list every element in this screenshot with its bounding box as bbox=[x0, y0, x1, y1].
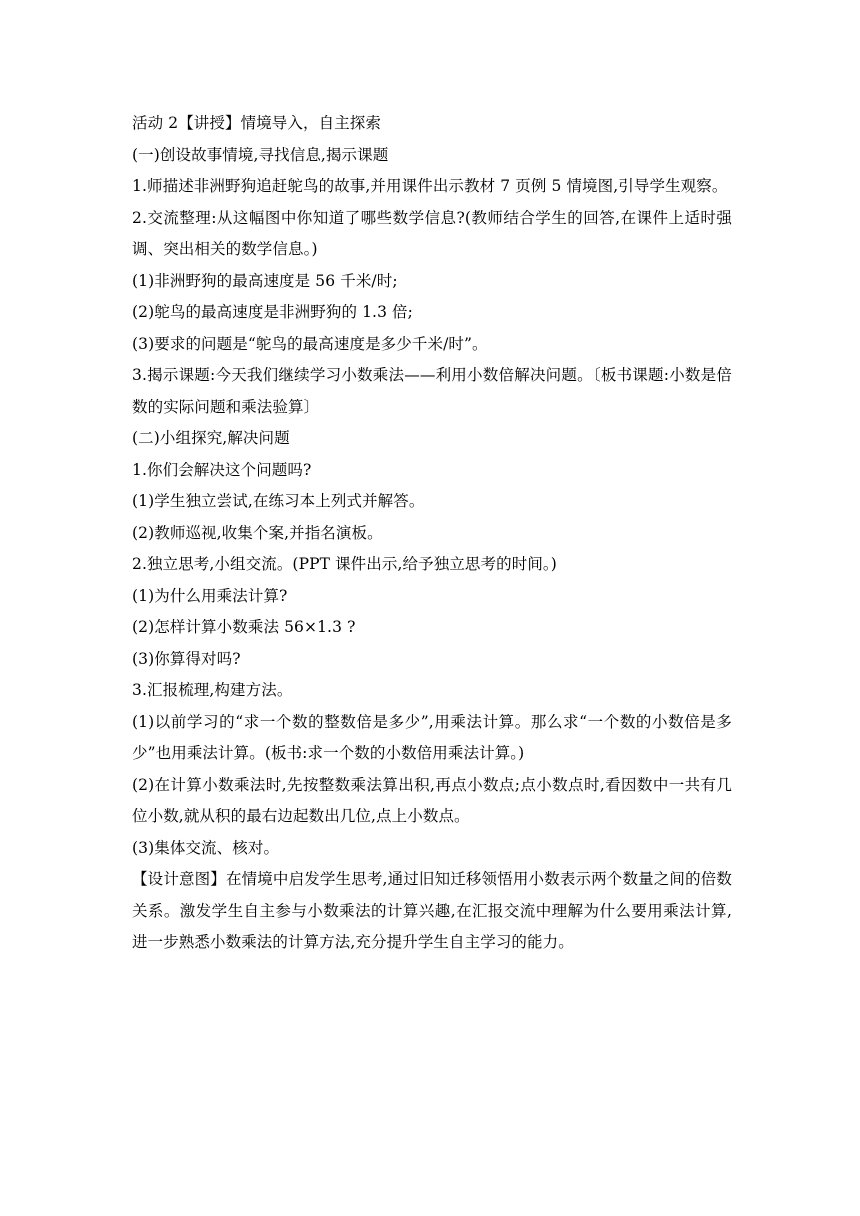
question-2-item-2: (2)怎样计算小数乘法 56×1.3 ? bbox=[132, 618, 356, 636]
question-1-item-1: (1)学生独立尝试,在练习本上列式并解答。 bbox=[132, 492, 425, 510]
question-3-item-3: (3)集体交流、核对。 bbox=[132, 838, 280, 857]
question-2-item-1: (1)为什么用乘法计算? bbox=[132, 586, 288, 605]
document-body bbox=[132, 108, 732, 959]
info-item-3: (3)要求的问题是“鸵鸟的最高速度是多少千米/时”。 bbox=[132, 334, 488, 353]
question-2: 2.独立思考,小组交流。(PPT 课件出示,给予独立思考的时间。) bbox=[132, 555, 557, 573]
paragraph-step-3: 3.揭示课题:今天我们继续学习小数乘法——利用小数倍解决问题。〔板书课题:小数是倍数的实际问题和乘法验算〕 bbox=[132, 366, 732, 416]
info-item-2: (2)鸵鸟的最高速度是非洲野狗的 1.3 倍; bbox=[132, 303, 413, 321]
info-item-1: (1)非洲野狗的最高速度是 56 千米/时; bbox=[132, 271, 398, 290]
question-3-item-2: (2)在计算小数乘法时,先按整数乘法算出积,再点小数点;点小数点时,看因数中一共有几位小数,就从积的最右边起数出几位,点上小数点。 bbox=[132, 775, 732, 825]
question-3: 3.汇报梳理,构建方法。 bbox=[132, 681, 293, 699]
question-1-item-2: (2)教师巡视,收集个案,并指名演板。 bbox=[132, 523, 383, 542]
paragraph-step-1: 1.师描述非洲野狗追赶鸵鸟的故事,并用课件出示教材 7 页例 5 情境图,引导学生观察。 bbox=[132, 177, 728, 195]
section-heading-1: (一)创设故事情境,寻找信息,揭示课题 bbox=[132, 145, 389, 164]
question-3-item-1: (1)以前学习的“求一个数的整数倍是多少”,用乘法计算。那么求“一个数的小数倍是多少”也用乘法计算。(板书:求一个数的小数倍用乘法计算。) bbox=[132, 712, 732, 762]
design-intent-paragraph: 【设计意图】在情境中启发学生思考,通过旧知迁移领悟用小数表示两个数量之间的倍数关系。激发学生自主参与小数乘法的计算兴趣,在汇报交流中理解为什么要用乘法计算,进一步熟悉小数乘法的计算方法,充分提升学生自主学习的能力。 bbox=[132, 870, 732, 951]
question-2-item-3: (3)你算得对吗? bbox=[132, 649, 241, 668]
paragraph-step-2: 2.交流整理:从这幅图中你知道了哪些数学信息?(教师结合学生的回答,在课件上适时强调、突出相关的数学信息。) bbox=[132, 208, 732, 258]
question-1: 1.你们会解决这个问题吗? bbox=[132, 460, 312, 479]
activity-heading: 活动 2【讲授】情境导入，自主探索 bbox=[132, 114, 381, 132]
section-heading-2: (二)小组探究,解决问题 bbox=[132, 429, 290, 447]
